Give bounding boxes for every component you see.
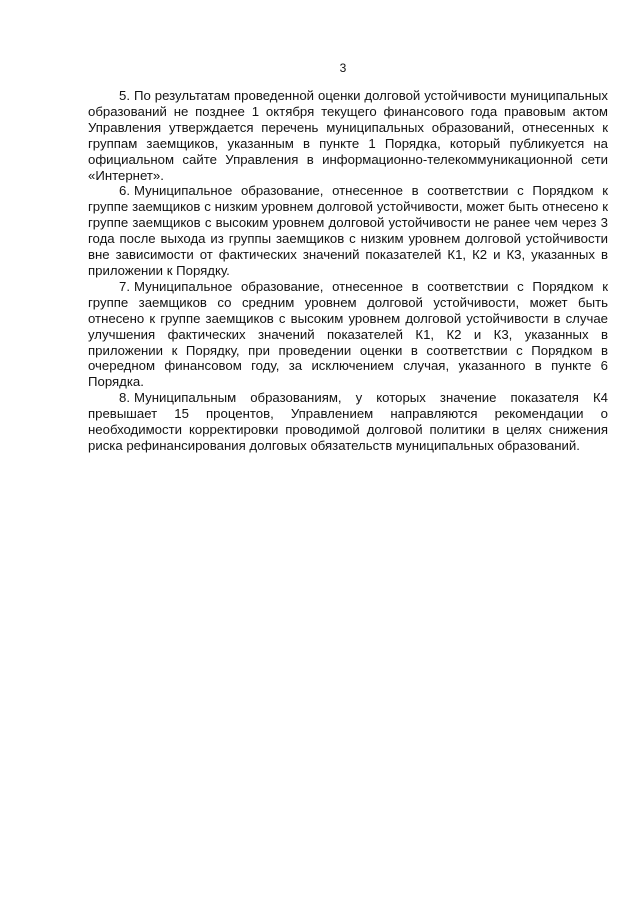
paragraph-number: 5. — [119, 88, 130, 103]
paragraph-7 — [88, 279, 608, 390]
paragraph-text: Муниципальное образование, отнесенное в соответствии с Порядком к группе заемщиков с низким уровнем долговой устойчивости, может быть отнесено к группе заемщиков с высоким уровнем долговой устойчивости не ранее чем через 3 года после выхода из группы заемщиков с низким уровнем долговой устойчивости вне зависимости от фактических значений показателей К1, К2 и К3, указанных в приложении к Порядку. — [88, 183, 608, 278]
paragraph-number: 6. — [119, 183, 130, 199]
paragraph-text: Муниципальное образование, отнесенное в соответствии с Порядком к группе заемщиков со средним уровнем долговой устойчивости, может быть отнесено к группе заемщиков с высоким уровнем долговой устойчивости в случае улучшения фактических значений показателей К1, К2 и К3, указанных в приложении к Порядку, при проведении оценки в соответствии с Порядком в очередном финансовом году, за исключением случая, указанного в пункте 6 Порядка. — [88, 278, 608, 390]
paragraph-number: 7. — [119, 278, 130, 294]
paragraph-text: Муниципальным образованиям, у которых значение показателя К4 превышает 15 процентов, Управлением направляются рекомендации о необходимости корректировки проводимой долговой политики в целях снижения риска рефинансирования долговых обязательств муниципальных образований. — [88, 390, 608, 453]
paragraph-8 — [88, 390, 608, 454]
paragraph-5 — [88, 88, 608, 183]
paragraph-6 — [88, 183, 608, 278]
paragraph-text: По результатам проведенной оценки долговой устойчивости муниципальных образований не позднее 1 октября текущего финансового года правовым актом Управления утверждается перечень муниципальных образований, отнесенных к группам заемщиков, указанным в пункте 1 Порядка, который публикуется на официальном сайте Управления в информационно-телекоммуникационной сети «Интернет». — [88, 88, 608, 183]
page-number: 3 — [339, 61, 347, 75]
document-body — [88, 88, 608, 454]
paragraph-number: 8. — [119, 390, 130, 406]
